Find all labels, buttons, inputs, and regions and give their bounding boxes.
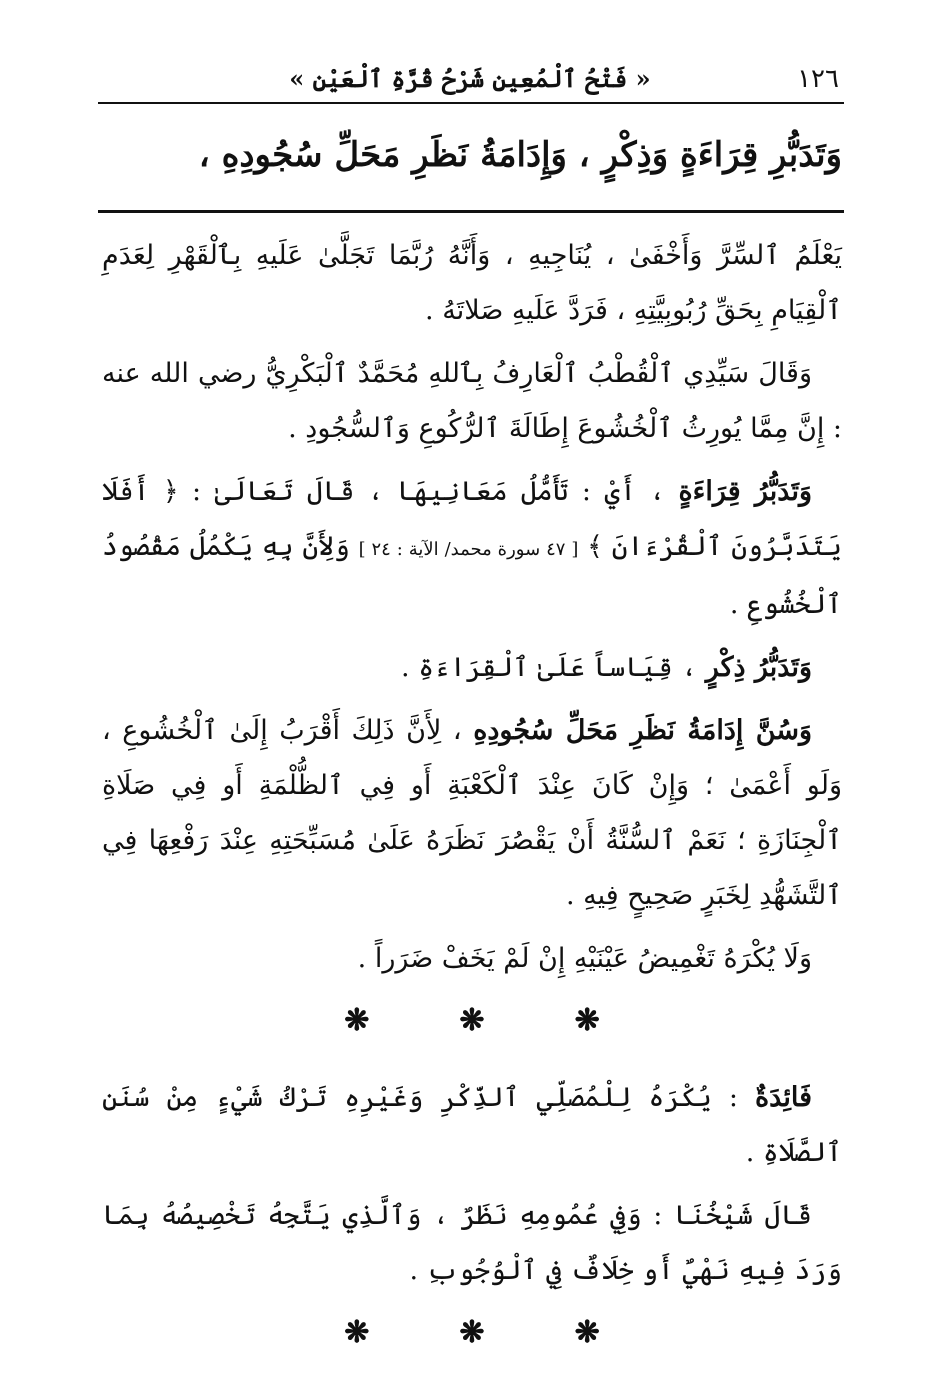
paragraph: يَعْلَمُ ٱلسِّرَّ وَأَخْفَىٰ ، يُنَاجِيهِ ، وَأَنَّهُ رُبَّمَا تَجَلَّىٰ عَلَيهِ بِٱلْقَهْرِ لِعَدَمِ ٱلْقِيَامِ بِحَقِّ رُبُوبِيَّتِهِ ، فَرَدَّ عَلَيهِ صَلاتَهُ .: [102, 240, 842, 326]
star-ornament: ❋: [344, 1315, 370, 1350]
matn-divider: [98, 210, 844, 213]
book-title: « فَتْحُ ٱلْمُعِينِ شَرْحُ قُرَّةِ ٱلْعَيْنِ »: [289, 64, 651, 93]
paragraph-text: ، أَيْ : تَأَمُّلُ مَعَانِيهَا ، قَالَ تَعَالَىٰ : ﴿ أَفَلَا يَتَدَبَّرُونَ ٱلْقُرْءَانَ ﴾: [102, 476, 842, 562]
paragraph-text: : يُكْرَهُ لِلْمُصَلِّي ٱلذِّكْرِ وَغَيْرِهِ تَرْكُ شَيْءٍ مِنْ سُنَنِ ٱلصَّلَاةِ .: [102, 1082, 842, 1168]
star-ornament: ❋: [459, 1315, 485, 1350]
star-ornament: ❋: [459, 1003, 485, 1038]
note-heading: فَائِدَةٌ: [755, 1082, 812, 1113]
star-ornament: ❋: [574, 1315, 600, 1350]
paragraph: [102, 703, 842, 923]
running-header: [95, 58, 845, 104]
paragraph-text: ، لِأَنَّ ذَلِكَ أَقْرَبُ إِلَىٰ ٱلْخُشُوعِ ، وَلَو أَعْمَىٰ ؛ وَإِنْ كَانَ عِنْدَ ٱلْكَعْبَةِ أَو فِي ٱلظُّلْمَةِ أَو فِي صَلَاةِ ٱلْجِنَازَةِ ؛ نَعَمْ ٱلسُّنَّةُ أَنْ يَقْصُرَ نَظَرَهُ عَلَىٰ مُسَبِّحَتِهِ عِنْدَ رَفْعِهَا فِي ٱلتَّشَهُّدِ لِخَبَرٍ صَحِيحٍ فِيهِ .: [102, 715, 842, 911]
section-separator: [102, 1315, 842, 1350]
commentary-body: [102, 228, 842, 1382]
quran-reference: [ ٤٧ سورة محمد/ الآية : ٢٤ ]: [358, 539, 579, 560]
paragraph: [102, 464, 842, 632]
paragraph: قَالَ شَيْخُنَا : وَفِي عُمُومِهِ نَظَرٌ ، وَٱلَّذِي يَتَّجِهُ تَخْصِيصُهُ بِمَا وَرَدَ فِيهِ نَهْيٌ أَو خِلَافٌ فِي ٱلْوُجُوبِ .: [102, 1200, 842, 1286]
paragraph: [102, 640, 842, 695]
star-ornament: ❋: [344, 1003, 370, 1038]
paragraph-text: وَلِأَنَّ بِهِ يَكْمُلُ مَقْصُودُ ٱلْخُشُوعِ .: [102, 531, 842, 620]
paragraph: وَلَا يُكْرَهُ تَغْمِيضُ عَيْنَيْهِ إِنْ لَمْ يَخَفْ ضَرَراً .: [357, 943, 812, 974]
header-rule: [98, 102, 844, 104]
paragraph-text: ، قِيَاساً عَلَىٰ ٱلْقِرَاءَةِ .: [401, 652, 698, 683]
paragraph: [102, 1070, 842, 1180]
matn-quote: وَسُنَّ إِدَامَةُ نَظَرِ مَحَلِّ سُجُودِهِ: [473, 715, 812, 746]
matn-quote: وَتَدَبُّرُ قِرَاءَةٍ: [678, 476, 812, 507]
section-separator: [102, 1003, 842, 1038]
star-ornament: ❋: [574, 1003, 600, 1038]
matn-quote: وَتَدَبُّرُ ذِكْرٍ: [705, 652, 812, 683]
matn-text: وَتَدَبُّرِ قِرَاءَةٍ وَذِكْرٍ ، وَإِدَامَةُ نَظَرِ مَحَلِّ سُجُودِهِ ،: [198, 135, 842, 175]
paragraph: وَقَالَ سَيِّدِي ٱلْقُطْبُ ٱلْعَارِفُ بِٱللهِ مُحَمَّدٌ ٱلْبَكْرِيُّ رضي الله عنه : إِنَّ مِمَّا يُورِثُ ٱلْخُشُوعَ إِطَالَةَ ٱلرُّكُوعِ وَٱلسُّجُودِ .: [102, 358, 842, 444]
page-number: ١٢٦: [797, 64, 839, 94]
